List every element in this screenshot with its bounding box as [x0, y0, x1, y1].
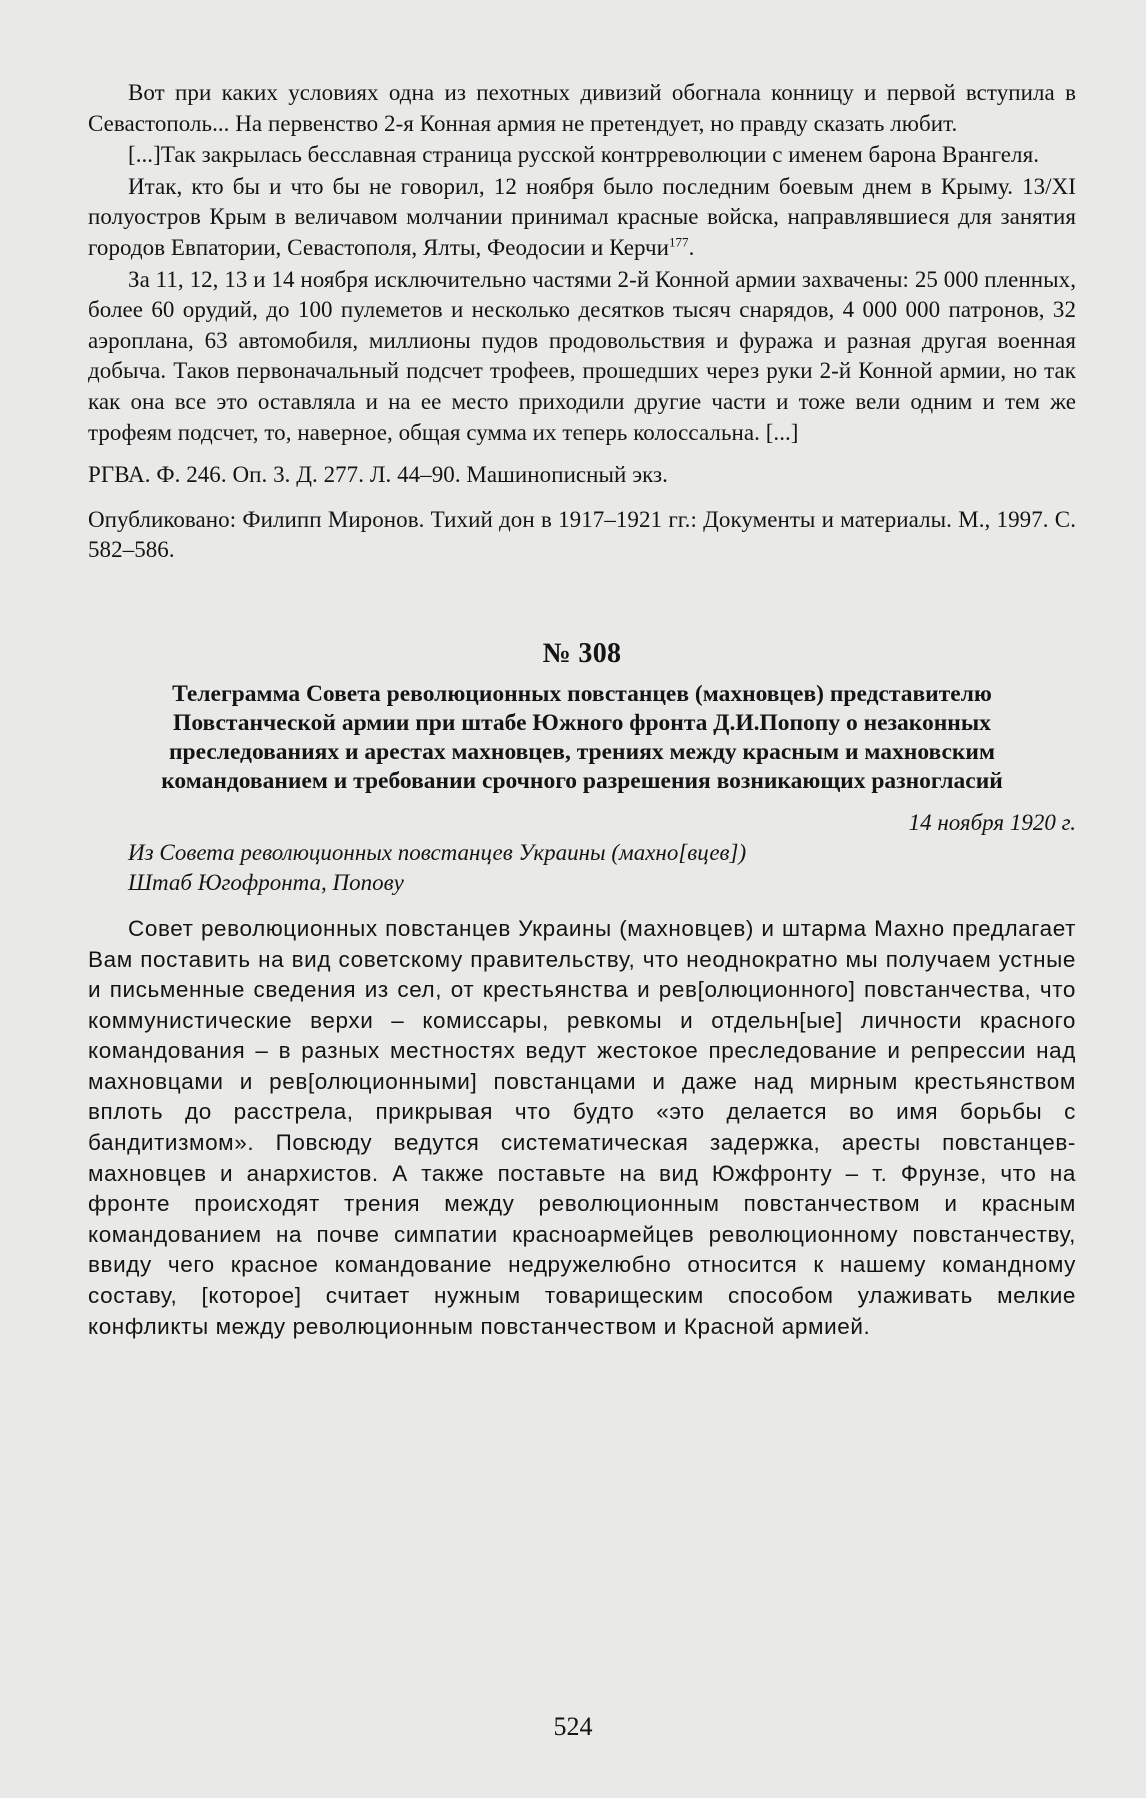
archive-source: РГВА. Ф. 246. Оп. 3. Д. 277. Л. 44–90. Машинописный экз. [88, 462, 668, 488]
paragraph-3-end: . [688, 234, 695, 260]
document-date: 14 ноября 1920 г. [908, 809, 1076, 835]
paragraph-3-text: Итак, кто бы и что бы не говорил, 12 ноября было последним боевым днем в Крыму. 13/XI полуостров Крым в величавом молчании принимал красные войска, направлявшиеся для занятия городов Евпатории, Севастополя, Ялты, Феодосии и Керчи [88, 173, 1076, 260]
document-page [88, 78, 1076, 1365]
telegram-to: Штаб Югофронта, Попову [128, 869, 404, 895]
paragraph-1: Вот при каких условиях одна из пехотных дивизий обогнала конницу и первой вступила в Севастополь... На первенство 2-я Конная армия не претендует, но правду сказать любит. [88, 80, 1076, 136]
paragraph-3 [88, 172, 1076, 264]
document-number: № 308 [542, 637, 622, 669]
publication-reference: Опубликовано: Филипп Миронов. Тихий дон в 1917–1921 гг.: Документы и материалы. М., 1997. С. 582–586. [88, 506, 1076, 563]
paragraph-2: [...]Так закрылась бесславная страница русской контрреволюции с именем барона Врангеля. [128, 142, 1040, 168]
page-number: 524 [553, 1712, 593, 1741]
paragraph-4: За 11, 12, 13 и 14 ноября исключительно частями 2-й Конной армии захвачены: 25 000 пленных, более 60 орудий, до 100 пулеметов и несколько десятков тысяч снарядов, 4 000 000 патронов, 32 аэроплана, 63 автомобиля, миллионы пудов продовольствия и фуража и разная другая военная добыча. Таков первоначальный подсчет трофеев, прошедших через руки 2-й Конной армии, но так как она все это оставляла и на ее место приходили другие части и тоже вели одним и тем же трофеям подсчет, то, наверное, общая сумма их теперь колоссальна. [...] [88, 266, 1076, 445]
telegram-body: Совет революционных повстанцев Украины (махновцев) и штарма Махно предлагает Вам поставить на вид советскому правительству, что неоднократно мы получаем устные и письменные сведения из сел, от крестьянства и рев[олюционного] повстанчества, что коммунистические верхи – комиссары, ревкомы и отдельн[ые] личности красного командования – в разных местностях ведут жестокое преследование и репрессии над махновцами и рев[олюционными] повстанцами и даже над мирным крестьянством вплоть до расстрела, прикрывая что будто «это делается во имя борьбы с бандитизмом». Повсюду ведутся систематическая задержка, аресты повстанцев-махновцев и анархистов. А также поставьте на вид Южфронту – т. Фрунзе, что на фронте происходят трения между революционным повстанчеством и красным командованием на почве симпатии красноармейцев революционному повстанчеству, ввиду чего красное командование недружелюбно относится к нашему командному составу, [которое] считает нужным товарищеским способом улаживать мелкие конфликты между революционным повстанчеством и Красной армией. [88, 915, 1076, 1339]
document-title: Телеграмма Совета революционных повстанцев (махновцев) представителю Повстанческой армии при штабе Южного фронта Д.И.Попопу о незаконных преследованиях и арестах махновцев, трениях между красным и махновским командованием и требовании срочного разрешения возникающих разногласий [161, 680, 1003, 794]
footnote-ref-177[interactable]: 177 [668, 234, 689, 250]
telegram-from: Из Совета революционных повстанцев Украины (махно[вцев]) [128, 839, 747, 865]
